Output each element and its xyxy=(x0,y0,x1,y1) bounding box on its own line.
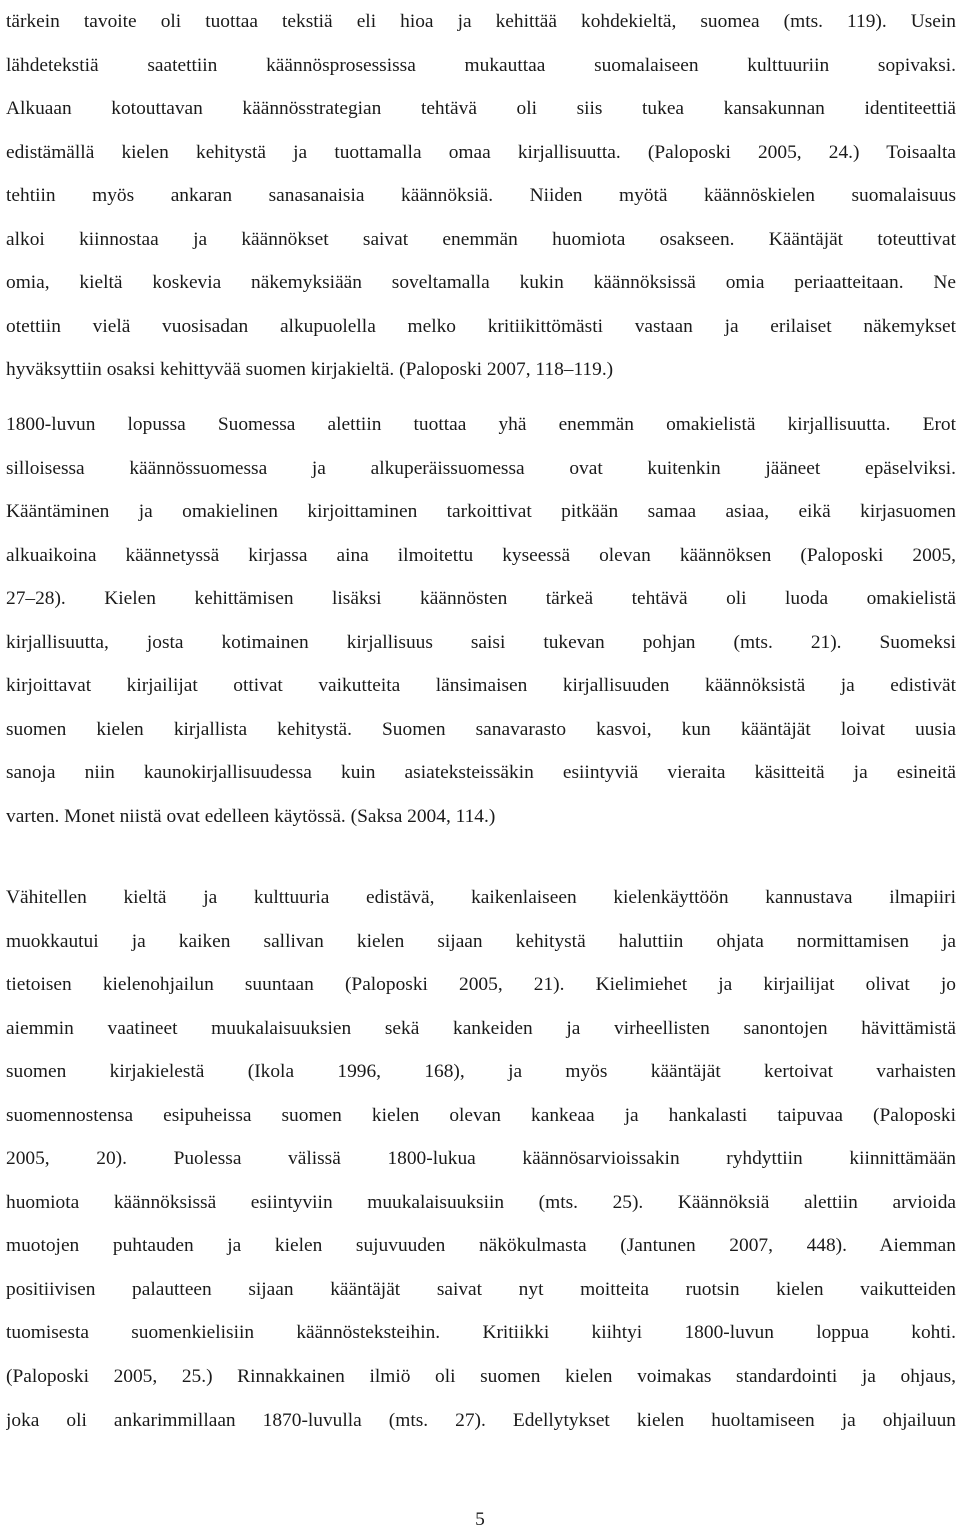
text-line: huomiota käännöksissä esiintyviin muukalaisuuksiin (mts. 25). Käännöksiä alettiin arvioida xyxy=(6,1191,956,1213)
text-line: 1800-luvun lopussa Suomessa alettiin tuottaa yhä enemmän omakielistä kirjallisuutta. Erot xyxy=(6,414,956,435)
text-line: alkuaikoina käännetyssä kirjassa aina ilmoitettu kyseessä olevan käännöksen (Paloposki 2005, xyxy=(6,544,956,566)
text-line: suomen kielen kirjallista kehitystä. Suomen sanavarasto kasvoi, kun kääntäjät loivat uusia xyxy=(6,718,956,740)
text-line: (Paloposki 2005, 25.) Rinnakkainen ilmiö oli suomen kielen voimakas standardointi ja ohjaus, xyxy=(6,1366,956,1388)
text-line: kirjoittavat kirjailijat ottivat vaikutteita länsimaisen kirjallisuuden käännöksistä ja edistivät xyxy=(6,675,956,697)
text-line: suomen kirjakielestä (Ikola 1996, 168), ja myös kääntäjät kertoivat varhaisten xyxy=(6,1061,956,1083)
text-line: edistämällä kielen kehitystä ja tuottamalla omaa kirjallisuutta. (Paloposki 2005, 24.) Toisaalta xyxy=(6,141,956,163)
text-line: sanoja niin kaunokirjallisuudessa kuin asiateksteissäkin esiintyviä vieraita käsitteitä ja esineitä xyxy=(6,762,956,784)
page-number: 5 xyxy=(475,1509,485,1530)
text-line: hyväksyttiin osaksi kehittyvää suomen kirjakieltä. (Paloposki 2007, 118–119.) xyxy=(6,359,614,381)
text-line: suomennostensa esipuheissa suomen kielen olevan kankeaa ja hankalasti taipuvaa (Paloposki xyxy=(6,1104,956,1126)
paragraph-2 xyxy=(6,403,956,838)
text-line: otettiin vielä vuosisadan alkupuolella melko kritiikittömästi vastaan ja erilaiset näkemykset xyxy=(6,315,956,337)
text-line: 27–28). Kielen kehittämisen lisäksi käännösten tärkeä tehtävä oli luoda omakielistä xyxy=(6,588,956,610)
text-line: tuomisesta suomenkielisiin käännösteksteihin. Kritiikki kiihtyi 1800-luvun loppua kohti. xyxy=(6,1322,956,1344)
text-line: aiemmin vaatineet muukalaisuuksien sekä kankeiden ja virheellisten sanontojen hävittämistä xyxy=(6,1017,956,1039)
text-line: alkoi kiinnostaa ja käännökset saivat enemmän huomiota osakseen. Kääntäjät toteuttivat xyxy=(6,228,956,250)
text-line: silloisessa käännössuomessa ja alkuperäissuomessa ovat kuitenkin jääneet epäselviksi. xyxy=(6,457,956,479)
text-line: omia, kieltä koskevia näkemyksiään soveltamalla kukin käännöksissä omia periaatteitaan. Ne xyxy=(6,272,956,294)
paragraph-3 xyxy=(6,876,956,1442)
paragraph-1 xyxy=(6,0,956,392)
text-line: lähdetekstiä saatettiin käännösprosessissa mukauttaa suomalaiseen kulttuuriin sopivaksi. xyxy=(6,54,956,76)
text-line: Kääntäminen ja omakielinen kirjoittaminen tarkoittivat pitkään samaa asiaa, eikä kirjasuomen xyxy=(6,501,956,523)
text-line: muokkautui ja kaiken sallivan kielen sijaan kehitystä haluttiin ohjata normittamisen ja xyxy=(6,930,956,952)
text-line: positiivisen palautteen sijaan kääntäjät saivat nyt moitteita ruotsin kielen vaikutteiden xyxy=(6,1278,956,1300)
text-line: varten. Monet niistä ovat edelleen käytössä. (Saksa 2004, 114.) xyxy=(6,805,496,827)
text-line: tehtiin myös ankaran sanasanaisia käännöksiä. Niiden myötä käännöskielen suomalaisuus xyxy=(6,185,956,207)
text-line: joka oli ankarimmillaan 1870-luvulla (mts. 27). Edellytykset kielen huoltamiseen ja ohjailuun xyxy=(6,1409,956,1431)
text-line: Alkuaan kotouttavan käännösstrategian tehtävä oli siis tukea kansakunnan identiteettiä xyxy=(6,98,956,120)
text-line: 2005, 20). Puolessa välissä 1800-lukua käännösarvioissakin ryhdyttiin kiinnittämään xyxy=(6,1148,956,1170)
text-line: muotojen puhtauden ja kielen sujuvuuden näkökulmasta (Jantunen 2007, 448). Aiemman xyxy=(6,1235,956,1257)
text-line: tärkein tavoite oli tuottaa tekstiä eli hioa ja kehittää kohdekieltä, suomea (mts. 119). Usein xyxy=(6,11,956,32)
text-line: tietoisen kielenohjailun suuntaan (Paloposki 2005, 21). Kielimiehet ja kirjailijat olivat jo xyxy=(6,974,956,996)
text-line: Vähitellen kieltä ja kulttuuria edistävä, kaikenlaiseen kielenkäyttöön kannustava ilmapiiri xyxy=(6,887,956,908)
text-line: kirjallisuutta, josta kotimainen kirjallisuus saisi tukevan pohjan (mts. 21). Suomeksi xyxy=(6,631,956,653)
